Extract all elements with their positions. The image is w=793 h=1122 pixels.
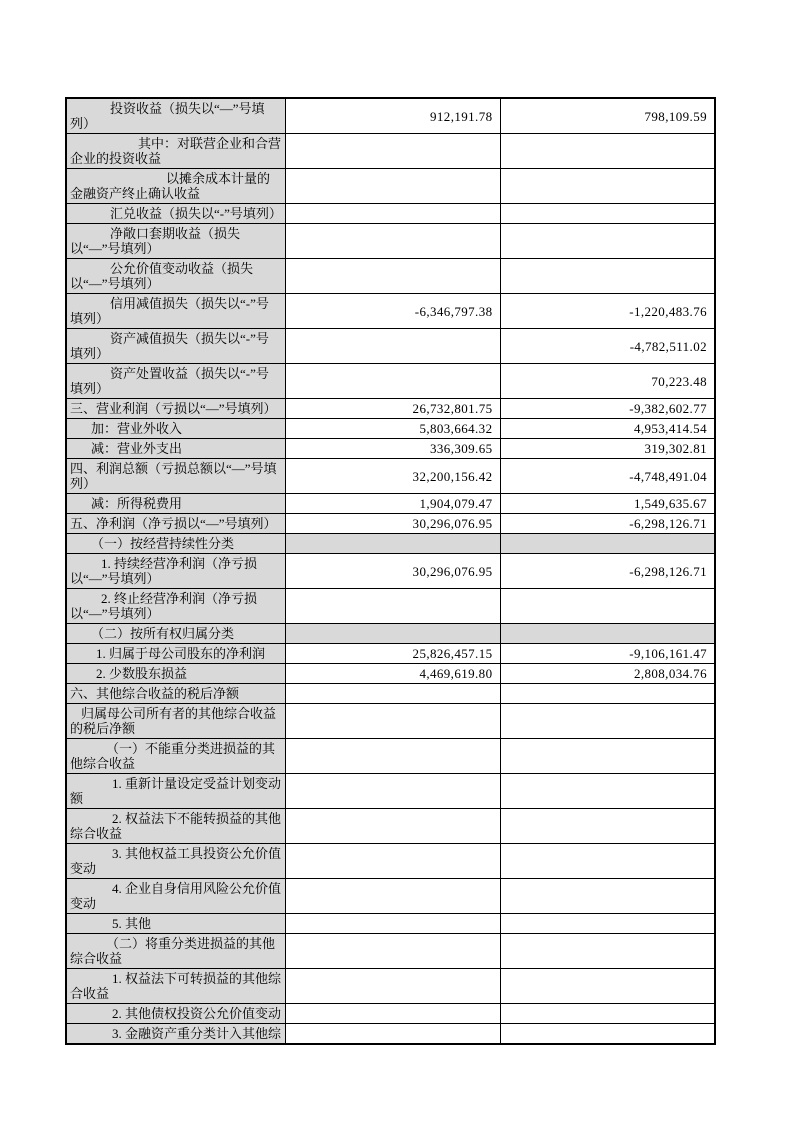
row-prior-period-value: -9,382,602.77 — [500, 399, 715, 419]
table-row — [66, 739, 715, 774]
row-label: 2. 终止经营净利润（净亏损以“—”号填列） — [66, 589, 285, 624]
row-current-period-value — [285, 364, 500, 399]
table-row — [66, 514, 715, 534]
row-current-period-value — [285, 844, 500, 879]
row-label: 净敞口套期收益（损失以“—”号填列） — [66, 224, 285, 259]
row-label: 2. 其他债权投资公允价值变动 — [66, 1004, 285, 1024]
row-current-period-value: 4,469,619.80 — [285, 664, 500, 684]
row-label: 3. 其他权益工具投资公允价值变动 — [66, 844, 285, 879]
table-row — [66, 809, 715, 844]
row-current-period-value: 25,826,457.15 — [285, 644, 500, 664]
row-current-period-value — [285, 534, 500, 554]
row-prior-period-value — [500, 534, 715, 554]
row-current-period-value: 26,732,801.75 — [285, 399, 500, 419]
table-row — [66, 534, 715, 554]
row-prior-period-value — [500, 704, 715, 739]
table-row — [66, 969, 715, 1004]
row-prior-period-value — [500, 134, 715, 169]
row-label: 四、利润总额（亏损总额以“—”号填列） — [66, 459, 285, 494]
row-current-period-value — [285, 1024, 500, 1045]
row-prior-period-value — [500, 1004, 715, 1024]
row-current-period-value: -6,346,797.38 — [285, 294, 500, 329]
table-row — [66, 934, 715, 969]
row-current-period-value: 5,803,664.32 — [285, 419, 500, 439]
table-row — [66, 664, 715, 684]
row-label: （一）不能重分类进损益的其他综合收益 — [66, 739, 285, 774]
row-label: 六、其他综合收益的税后净额 — [66, 684, 285, 704]
row-prior-period-value — [500, 169, 715, 204]
row-label: 2. 少数股东损益 — [66, 664, 285, 684]
table-row — [66, 134, 715, 169]
row-label: 公允价值变动收益（损失以“—”号填列） — [66, 259, 285, 294]
row-label: 1. 归属于母公司股东的净利润 — [66, 644, 285, 664]
row-prior-period-value — [500, 969, 715, 1004]
row-label: 3. 金融资产重分类计入其他综 — [66, 1024, 285, 1045]
table-row — [66, 98, 715, 134]
row-prior-period-value: -6,298,126.71 — [500, 514, 715, 534]
row-current-period-value — [285, 774, 500, 809]
row-current-period-value: 32,200,156.42 — [285, 459, 500, 494]
row-label: 投资收益（损失以“—”号填列） — [66, 98, 285, 134]
table-row — [66, 259, 715, 294]
row-current-period-value — [285, 809, 500, 844]
row-label: 减：所得税费用 — [66, 494, 285, 514]
row-label: （二）将重分类进损益的其他综合收益 — [66, 934, 285, 969]
table-row — [66, 494, 715, 514]
row-current-period-value — [285, 259, 500, 294]
income-statement-table — [65, 97, 716, 1045]
row-prior-period-value — [500, 684, 715, 704]
row-current-period-value — [285, 589, 500, 624]
row-label: 汇兑收益（损失以“-”号填列） — [66, 204, 285, 224]
row-current-period-value — [285, 134, 500, 169]
table-row — [66, 224, 715, 259]
row-label: 加：营业外收入 — [66, 419, 285, 439]
row-prior-period-value: 4,953,414.54 — [500, 419, 715, 439]
row-prior-period-value: -6,298,126.71 — [500, 554, 715, 589]
income-statement-body — [66, 98, 715, 1044]
table-row — [66, 204, 715, 224]
table-row — [66, 644, 715, 664]
row-label: 1. 权益法下可转损益的其他综合收益 — [66, 969, 285, 1004]
table-row — [66, 684, 715, 704]
row-prior-period-value — [500, 624, 715, 644]
table-row — [66, 399, 715, 419]
row-prior-period-value — [500, 739, 715, 774]
row-prior-period-value: 798,109.59 — [500, 98, 715, 134]
row-current-period-value: 336,309.65 — [285, 439, 500, 459]
row-label: 归属母公司所有者的其他综合收益的税后净额 — [66, 704, 285, 739]
table-row — [66, 459, 715, 494]
row-prior-period-value: -1,220,483.76 — [500, 294, 715, 329]
row-prior-period-value: 1,549,635.67 — [500, 494, 715, 514]
row-current-period-value: 30,296,076.95 — [285, 514, 500, 534]
table-row — [66, 879, 715, 914]
row-current-period-value: 1,904,079.47 — [285, 494, 500, 514]
row-label: 1. 持续经营净利润（净亏损以“—”号填列） — [66, 554, 285, 589]
row-current-period-value — [285, 1004, 500, 1024]
row-label: 2. 权益法下不能转损益的其他综合收益 — [66, 809, 285, 844]
row-prior-period-value — [500, 844, 715, 879]
row-label: 资产减值损失（损失以“-”号填列） — [66, 329, 285, 364]
row-prior-period-value — [500, 259, 715, 294]
row-prior-period-value: 70,223.48 — [500, 364, 715, 399]
row-prior-period-value — [500, 879, 715, 914]
row-prior-period-value: -4,748,491.04 — [500, 459, 715, 494]
table-row — [66, 589, 715, 624]
row-prior-period-value — [500, 934, 715, 969]
row-label: 五、净利润（净亏损以“—”号填列） — [66, 514, 285, 534]
row-prior-period-value — [500, 204, 715, 224]
table-row — [66, 914, 715, 934]
row-current-period-value — [285, 914, 500, 934]
row-current-period-value — [285, 624, 500, 644]
table-row — [66, 1004, 715, 1024]
row-current-period-value — [285, 169, 500, 204]
table-row — [66, 844, 715, 879]
row-label: 资产处置收益（损失以“-”号填列） — [66, 364, 285, 399]
row-current-period-value — [285, 969, 500, 1004]
row-prior-period-value — [500, 1024, 715, 1045]
row-label: 1. 重新计量设定受益计划变动额 — [66, 774, 285, 809]
row-current-period-value: 30,296,076.95 — [285, 554, 500, 589]
row-label: 5. 其他 — [66, 914, 285, 934]
row-current-period-value — [285, 934, 500, 969]
table-row — [66, 554, 715, 589]
row-prior-period-value — [500, 589, 715, 624]
table-row — [66, 419, 715, 439]
row-label: 减：营业外支出 — [66, 439, 285, 459]
row-label: 其中：对联营企业和合营企业的投资收益 — [66, 134, 285, 169]
table-row — [66, 774, 715, 809]
row-current-period-value — [285, 204, 500, 224]
row-label: 4. 企业自身信用风险公允价值变动 — [66, 879, 285, 914]
table-row — [66, 704, 715, 739]
row-prior-period-value: 2,808,034.76 — [500, 664, 715, 684]
table-row — [66, 1024, 715, 1045]
row-prior-period-value — [500, 774, 715, 809]
row-label: 信用减值损失（损失以“-”号填列） — [66, 294, 285, 329]
row-current-period-value — [285, 329, 500, 364]
row-prior-period-value: -4,782,511.02 — [500, 329, 715, 364]
row-current-period-value — [285, 704, 500, 739]
row-label: 以摊余成本计量的金融资产终止确认收益 — [66, 169, 285, 204]
row-label: 三、营业利润（亏损以“—”号填列） — [66, 399, 285, 419]
table-row — [66, 329, 715, 364]
table-row — [66, 439, 715, 459]
row-current-period-value — [285, 739, 500, 774]
row-prior-period-value — [500, 809, 715, 844]
row-current-period-value: 912,191.78 — [285, 98, 500, 134]
row-current-period-value — [285, 224, 500, 259]
row-current-period-value — [285, 684, 500, 704]
table-row — [66, 169, 715, 204]
row-prior-period-value: -9,106,161.47 — [500, 644, 715, 664]
row-current-period-value — [285, 879, 500, 914]
row-label: （一）按经营持续性分类 — [66, 534, 285, 554]
row-prior-period-value — [500, 224, 715, 259]
table-row — [66, 624, 715, 644]
row-prior-period-value: 319,302.81 — [500, 439, 715, 459]
row-label: （二）按所有权归属分类 — [66, 624, 285, 644]
row-prior-period-value — [500, 914, 715, 934]
table-row — [66, 364, 715, 399]
table-row — [66, 294, 715, 329]
